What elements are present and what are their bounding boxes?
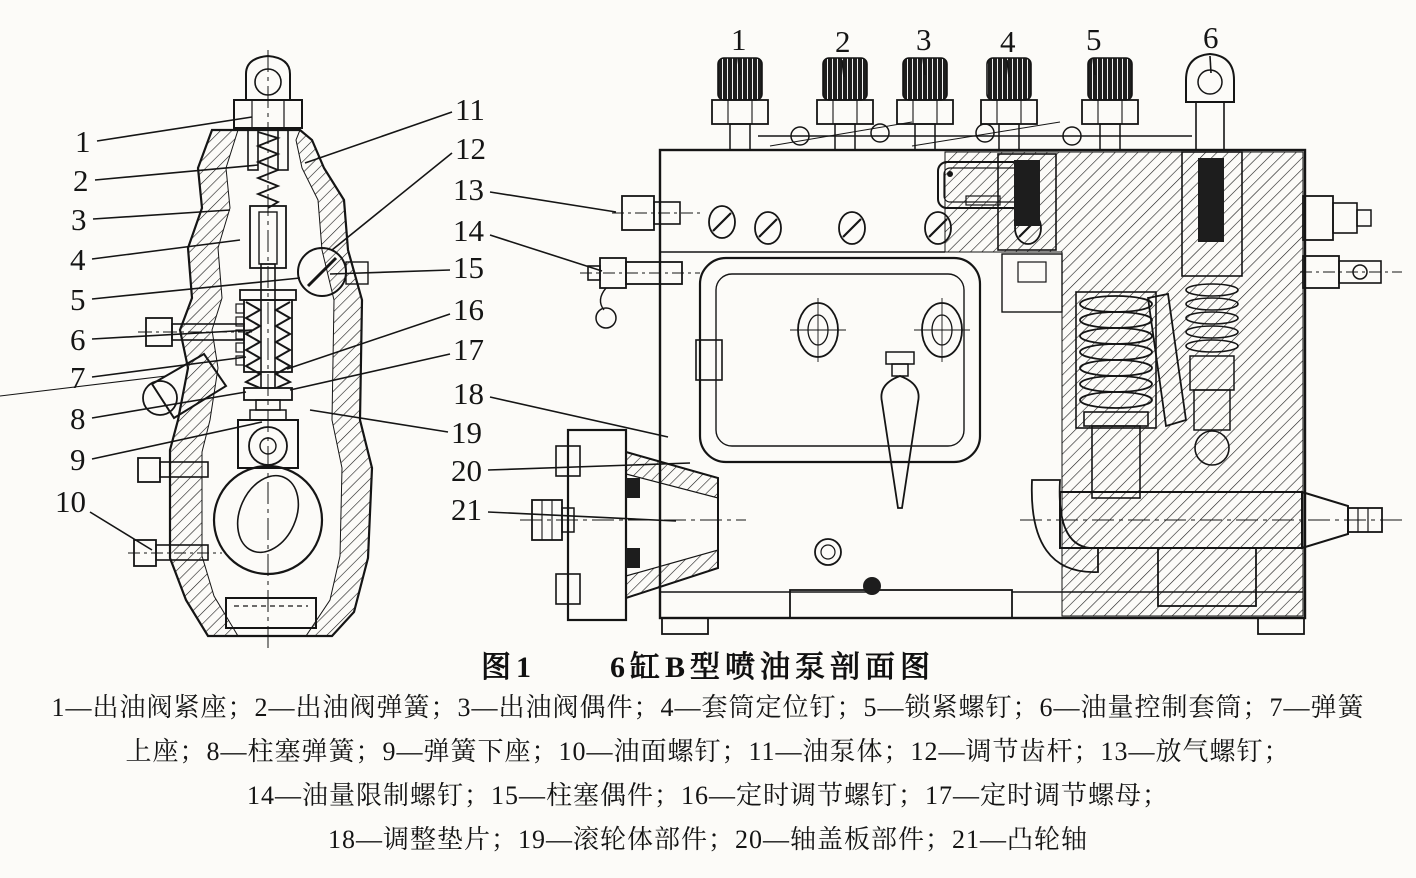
callout-number: 20 (451, 453, 482, 488)
callout-number: 8 (70, 401, 86, 436)
callout-leader-line (332, 153, 452, 250)
callout-number: 6 (1203, 20, 1219, 55)
callout-number: 10 (55, 484, 86, 519)
callout-number: 2 (73, 163, 89, 198)
callout-number: 7 (70, 360, 86, 395)
callout-number: 6 (70, 322, 86, 357)
figure-number: 图1 (480, 651, 536, 684)
legend-line-4: 18—调整垫片；19—滚轮体部件；20—轴盖板部件；21—凸轮轴 (327, 825, 1088, 854)
air-bleed-screw (612, 196, 700, 230)
callout-number: 9 (70, 442, 86, 477)
right-edge-fittings (1300, 196, 1402, 288)
body-wall-hatch-right (296, 130, 372, 636)
window-boss-1 (790, 298, 846, 362)
callout-number: 13 (453, 172, 484, 207)
figure-caption (0, 642, 1416, 686)
right-view-full-pump-section (520, 54, 1404, 634)
callout-number: 5 (70, 282, 86, 317)
legend-line-3: 14—油量限制螺钉；15—柱塞偶件；16—定时调节螺钉；17—定时调节螺母； (246, 781, 1169, 810)
callout-leader-line (490, 235, 602, 271)
inspection-window (696, 258, 980, 462)
callout-number: 4 (70, 242, 86, 277)
callout-number: 19 (451, 415, 482, 450)
callout-number: 1 (731, 22, 747, 57)
fuel-limit-screw (580, 258, 700, 328)
callout-leader-line (490, 192, 616, 212)
callout-number: 4 (1000, 24, 1016, 59)
figure-title: 6缸B型喷油泵剖面图 (609, 651, 935, 684)
base-foot (226, 598, 316, 628)
callout-number: 16 (453, 292, 484, 327)
legend-line-2: 上座；8—柱塞弹簧；9—弹簧下座；10—油面螺钉；11—油泵体；12—调节齿杆；13—放气螺钉； (125, 737, 1291, 766)
callout-leader-line (92, 392, 246, 418)
callout-leader-line (95, 165, 258, 180)
callout-leader-line (305, 112, 452, 163)
callout-number: 21 (451, 492, 482, 527)
parts-legend (0, 686, 1416, 862)
callout-leader-line (1210, 56, 1211, 73)
callout-number: 5 (1086, 22, 1102, 57)
callout-number: 11 (455, 92, 485, 127)
drain-teardrop (881, 352, 918, 508)
callout-number: 15 (453, 250, 484, 285)
delivery-valve-fittings (712, 54, 1234, 150)
callout-number: 18 (453, 376, 484, 411)
window-boss-2 (914, 298, 970, 362)
legend-line-1: 1—出油阀紧座；2—出油阀弹簧；3—出油阀偶件；4—套筒定位钉；5—锁紧螺钉；6—油量控制套筒；7—弹簧 (51, 693, 1365, 722)
callout-number: 12 (455, 131, 486, 166)
callout-number: 3 (71, 202, 87, 237)
callout-number: 3 (916, 22, 932, 57)
callout-number: 2 (835, 24, 851, 59)
callout-leader-line (90, 512, 152, 550)
left-view-single-element-section (0, 50, 372, 648)
callout-leader-line (488, 512, 676, 521)
callout-leader-line (287, 314, 450, 369)
callout-number: 14 (453, 213, 484, 248)
callout-leader-line (310, 410, 448, 432)
callout-number: 17 (453, 332, 484, 367)
callout-number: 1 (75, 124, 91, 159)
